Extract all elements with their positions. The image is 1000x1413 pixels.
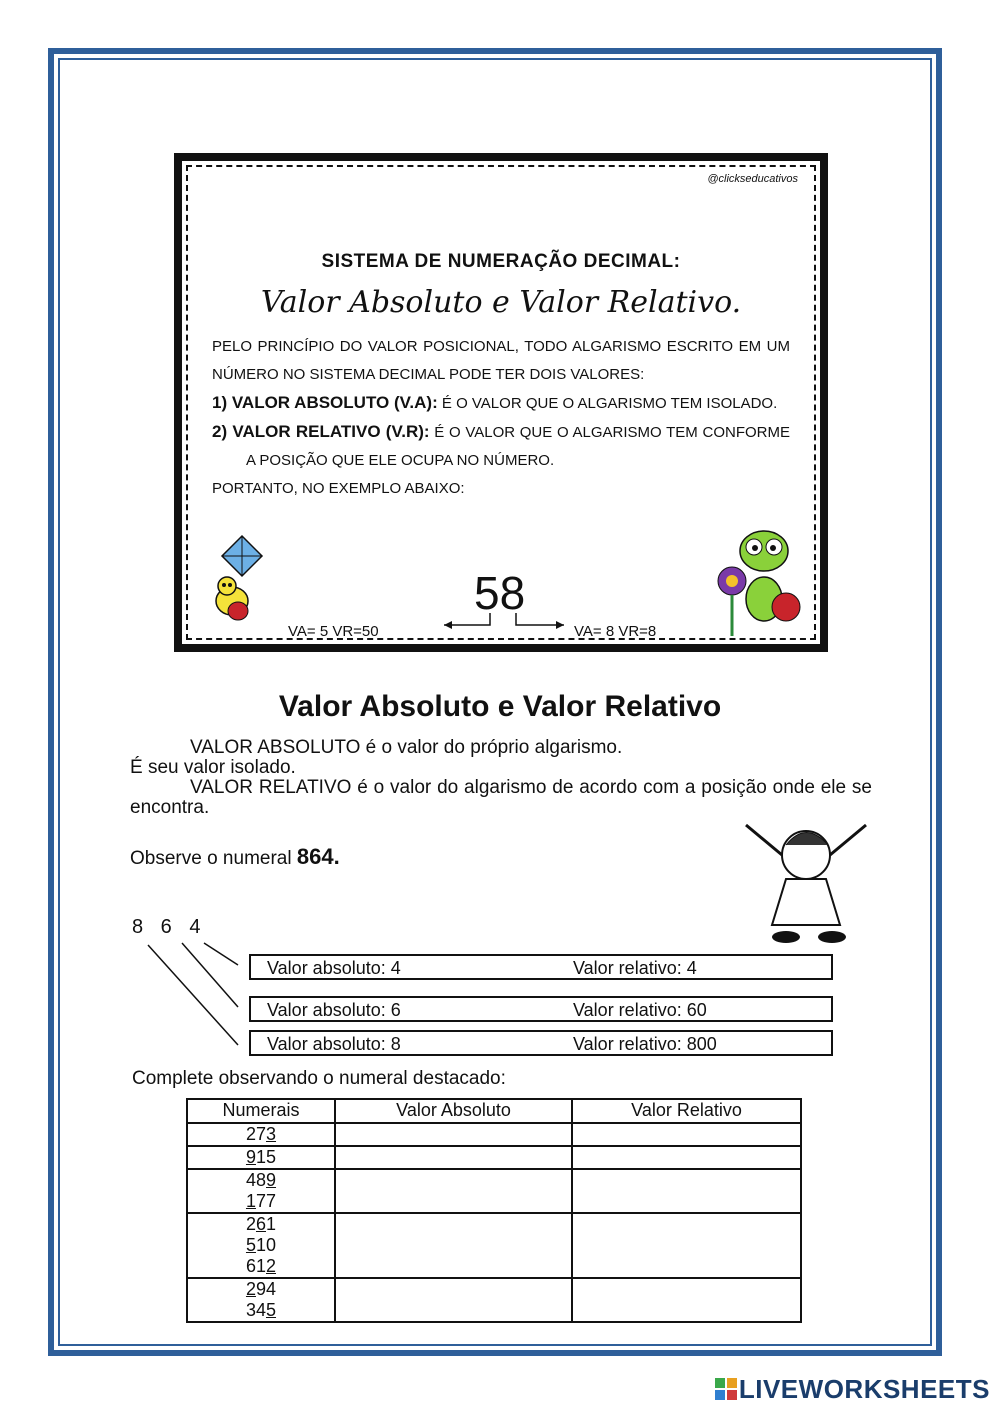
numerals-cell: [187, 1278, 335, 1322]
card-intro: PELO PRINCÍPIO DO VALOR POSICIONAL, TODO ALGARISMO ESCRITO EM UM NÚMERO NO SISTEMA DECIMAL PODE TER DOIS VALORES:: [212, 338, 790, 383]
section-title: Valor Absoluto e Valor Relativo: [278, 690, 722, 723]
table-row: [187, 1169, 801, 1213]
numerals-cell: [187, 1169, 335, 1213]
definition-line-2: É seu valor isolado.: [130, 757, 296, 778]
info-card: [174, 153, 828, 652]
card-subtitle: Valor Absoluto e Valor Relativo.: [260, 285, 742, 320]
highlighted-digit: 2: [245, 1279, 256, 1299]
card-item-2-label: 2) VALOR RELATIVO (V.R):: [212, 422, 430, 441]
answer-absolute-cell[interactable]: [335, 1213, 572, 1278]
numeral: 915: [245, 1147, 277, 1167]
card-item-1-text: É O VALOR QUE O ALGARISMO TEM ISOLADO.: [441, 395, 778, 412]
numeral: 294: [245, 1279, 277, 1299]
header-numerais: Numerais: [187, 1099, 335, 1123]
card-item-2-text: É O VALOR QUE O ALGARISMO TEM CONFORME A POSIÇÃO QUE ELE OCUPA NO NÚMERO.: [246, 424, 790, 469]
definition-line-1: VALOR ABSOLUTO é o valor do próprio algarismo.: [190, 737, 623, 758]
highlighted-digit: 6: [255, 1214, 266, 1234]
highlighted-digit: 9: [245, 1147, 256, 1167]
numerals-cell: [187, 1123, 335, 1146]
card-title: SISTEMA DE NUMERAÇÃO DECIMAL:: [321, 251, 681, 272]
grasshopper-flower-illustration-icon: [702, 511, 812, 641]
card-item-1-label: 1) VALOR ABSOLUTO (V.A):: [212, 393, 438, 412]
definition-line-3: VALOR RELATIVO é o valor do algarismo de acordo com a posição onde ele se encontra.: [130, 777, 872, 818]
answer-absolute-cell[interactable]: [335, 1169, 572, 1213]
numeral: 489: [245, 1170, 277, 1190]
digit-pointer-lines: [140, 935, 250, 1050]
example-right-values: VA= 8 VR=8: [574, 623, 657, 640]
header-valor-absoluto: Valor Absoluto: [335, 1099, 572, 1123]
table-row: [187, 1123, 801, 1146]
table-header-row: [187, 1099, 801, 1123]
exercise-table: [186, 1098, 802, 1323]
value-box-relative: Valor relativo: 4: [573, 958, 697, 978]
table-row: [187, 1278, 801, 1322]
value-box-absolute: Valor absoluto: 4: [267, 958, 401, 978]
value-box-relative: Valor relativo: 60: [573, 1000, 707, 1020]
brand-logo: [715, 1374, 990, 1405]
table-row: [187, 1146, 801, 1169]
definitions-paragraph: [130, 738, 872, 818]
answer-absolute-cell[interactable]: [335, 1278, 572, 1322]
highlighted-digit: 2: [266, 1256, 277, 1276]
header-valor-relativo: Valor Relativo: [572, 1099, 801, 1123]
numeral: 273: [245, 1124, 277, 1144]
highlighted-digit: 3: [266, 1124, 277, 1144]
numeral: 510: [245, 1235, 277, 1255]
complete-instruction: Complete observando o numeral destacado:: [132, 1068, 506, 1089]
example-left-values: VA= 5 VR=50: [288, 623, 379, 640]
value-box-8: [249, 1030, 833, 1056]
highlighted-digit: 1: [245, 1191, 256, 1211]
numerals-cell: [187, 1146, 335, 1169]
liveworksheets-logo-icon: [715, 1378, 737, 1400]
highlighted-digit: 9: [266, 1170, 277, 1190]
bee-kite-illustration-icon: [202, 531, 272, 631]
answer-absolute-cell[interactable]: [335, 1146, 572, 1169]
numerals-cell: [187, 1213, 335, 1278]
numeral: 612: [245, 1256, 277, 1276]
answer-relative-cell[interactable]: [572, 1146, 801, 1169]
value-box-absolute: Valor absoluto: 6: [267, 1000, 401, 1020]
example-number: 58: [474, 567, 526, 619]
answer-absolute-cell[interactable]: [335, 1123, 572, 1146]
girl-illustration-icon: [736, 815, 876, 945]
answer-relative-cell[interactable]: [572, 1213, 801, 1278]
brand-name: LIVEWORKSHEETS: [738, 1374, 990, 1404]
observe-number: 864.: [296, 844, 340, 869]
value-box-relative: Valor relativo: 800: [573, 1034, 717, 1054]
numeral: 345: [245, 1300, 277, 1320]
digits-864: 8 6 4: [132, 916, 207, 938]
answer-relative-cell[interactable]: [572, 1123, 801, 1146]
card-portanto: PORTANTO, NO EXEMPLO ABAIXO:: [212, 480, 465, 497]
table-row: [187, 1213, 801, 1278]
observe-prefix: Observe o numeral: [130, 848, 292, 869]
numeral: 177: [245, 1191, 277, 1211]
value-box-absolute: Valor absoluto: 8: [267, 1034, 401, 1054]
value-box-4: [249, 954, 833, 980]
card-handle: @clickseducativos: [707, 173, 798, 185]
highlighted-digit: 5: [266, 1300, 277, 1320]
highlighted-digit: 5: [245, 1235, 256, 1255]
numeral: 261: [245, 1214, 277, 1234]
answer-relative-cell[interactable]: [572, 1169, 801, 1213]
value-box-6: [249, 996, 833, 1022]
answer-relative-cell[interactable]: [572, 1278, 801, 1322]
observe-line: [130, 844, 340, 870]
